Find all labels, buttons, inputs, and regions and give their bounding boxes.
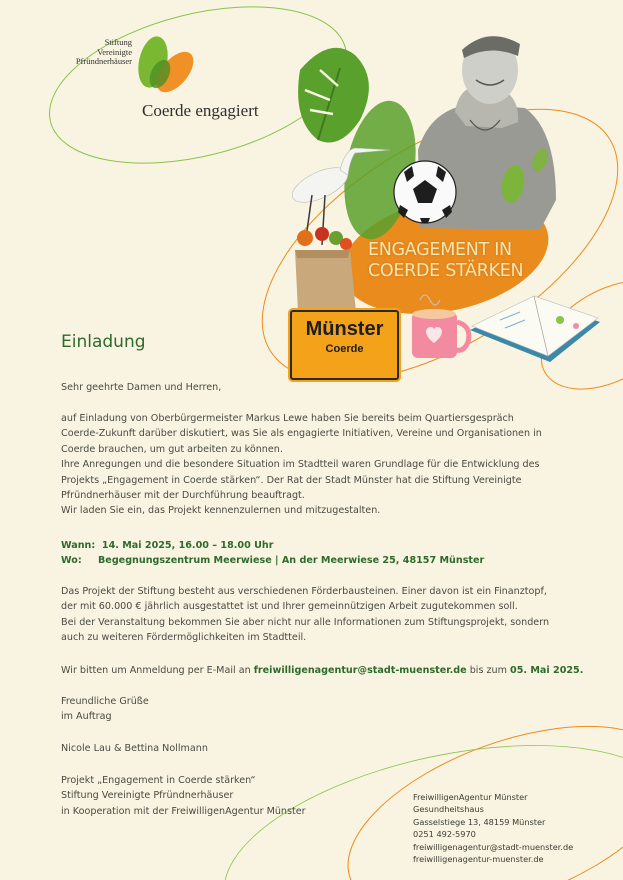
- text-line: Ihre Anregungen und die besondere Situation im Stadtteil waren Grundlage für die Entwicklung des: [61, 459, 540, 471]
- town-sign: [290, 310, 399, 380]
- text-line: Bei der Veranstaltung bekommen Sie aber nicht nur alle Informationen zum Stiftungsprojekt, sondern: [61, 616, 550, 628]
- paragraph-intro: [61, 411, 542, 519]
- contact-address: Gasselstiege 13, 48159 Münster: [413, 816, 546, 827]
- footer-line: Stiftung Vereinigte Pfründnerhäuser: [61, 790, 234, 802]
- rsvp-prefix: Wir bitten um Anmeldung per E-Mail an: [61, 665, 251, 676]
- town-sign-district: Coerde: [325, 343, 364, 355]
- contact-building: Gesundheitshaus: [413, 804, 484, 815]
- signers: Nicole Lau & Bettina Nollmann: [61, 743, 208, 754]
- when-label: Wann:: [61, 540, 96, 551]
- text-line: der mit 60.000 € jährlich ausgestattet ist und Ihrer gemeinnützigen Arbeit zugutekommen soll.: [61, 601, 518, 613]
- text-line: Coerde brauchen, um gut arbeiten zu können.: [61, 443, 283, 455]
- contact-org: FreiwilligenAgentur Münster: [413, 792, 528, 802]
- text-line: Wir laden Sie ein, das Projekt kennenzulernen und mitzugestalten.: [61, 505, 381, 517]
- page-title: Einladung: [61, 332, 146, 352]
- headline: [368, 240, 523, 282]
- closing-line: im Auftrag: [61, 711, 112, 723]
- footer-line: in Kooperation mit der FreiwilligenAgentur Münster: [61, 805, 306, 817]
- rsvp-deadline: 05. Mai 2025.: [510, 665, 584, 676]
- where-label: Wo:: [61, 555, 82, 566]
- rsvp-line: [61, 663, 583, 678]
- footer-line: Projekt „Engagement in Coerde stärken“: [61, 775, 256, 786]
- headline-line1: ENGAGEMENT IN: [368, 240, 512, 260]
- org-name: [60, 38, 132, 67]
- event-where: [61, 553, 82, 568]
- where-value: Begegnungszentrum Meerwiese | An der Meerwiese 25, 48157 Münster: [98, 555, 485, 566]
- text-line: auf Einladung von Oberbürgermeister Markus Lewe haben Sie bereits beim Quartiersgespräch: [61, 413, 514, 424]
- vegetable-bag-icon: [295, 227, 356, 312]
- headline-line2: COERDE STÄRKEN: [368, 261, 524, 281]
- leaf-logo-icon: [134, 34, 200, 99]
- text-line: Pfründnerhäuser mit der Durchführung beauftragt.: [61, 490, 305, 502]
- contact-email-link[interactable]: freiwilligenagentur@stadt-muenster.de: [413, 841, 574, 852]
- closing: [61, 694, 149, 725]
- contact-website-link[interactable]: freiwilligenagentur-muenster.de: [413, 854, 544, 865]
- paragraph-funding: [61, 584, 549, 646]
- org-name-line1: Stiftung: [104, 37, 132, 47]
- project-footer: [61, 773, 306, 819]
- rsvp-middle: bis zum: [469, 665, 507, 676]
- event-when: [61, 538, 273, 553]
- closing-line: Freundliche Grüße: [61, 696, 149, 707]
- salutation: Sehr geehrte Damen und Herren,: [61, 382, 222, 393]
- town-sign-city: Münster: [305, 318, 384, 340]
- soccer-ball-icon: [394, 161, 456, 223]
- contact-block: [413, 791, 573, 865]
- text-line: Projekts „Engagement in Coerde stärken“. Der Rat der Stadt Münster hat die Stiftung Vereinigte: [61, 474, 522, 486]
- org-name-line2: Vereinigte: [97, 46, 132, 57]
- when-value: 14. Mai 2025, 16.00 – 18.00 Uhr: [101, 540, 274, 551]
- text-line: auch zu weiteren Fördermöglichkeiten im Stadtteil.: [61, 632, 307, 644]
- text-line: Coerde-Zukunft darüber diskutiert, was Sie als engagierte Initiativen, Vereine und Organisationen in: [61, 428, 542, 440]
- brand-name: Coerde engagiert: [142, 101, 259, 120]
- contact-phone[interactable]: 0251 492-5970: [413, 829, 476, 840]
- rsvp-email-link[interactable]: freiwilligenagentur@stadt-muenster.de: [253, 665, 467, 676]
- book-icon: [470, 296, 600, 362]
- text-line: Das Projekt der Stiftung besteht aus verschiedenen Förderbausteinen. Einer davon ist ein Finanztopf,: [61, 586, 547, 597]
- org-name-line3: Pfründnerhäuser: [75, 56, 132, 66]
